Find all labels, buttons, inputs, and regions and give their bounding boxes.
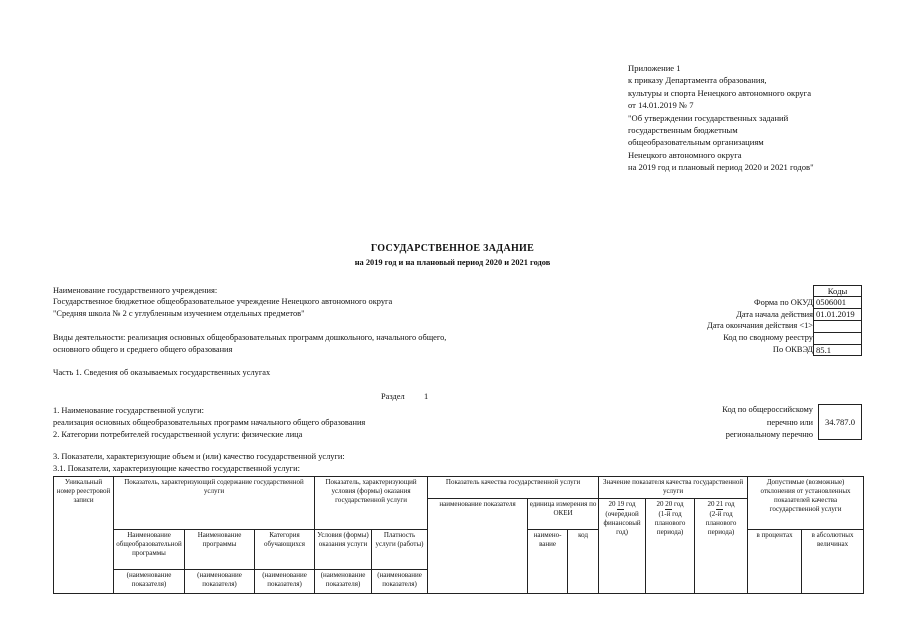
appendix-line: от 14.01.2019 № 7 bbox=[628, 100, 694, 111]
activities-line2: основного общего и среднего общего образования bbox=[53, 345, 233, 354]
part1-heading: Часть 1. Сведения об оказываемых государственных услугах bbox=[53, 368, 271, 377]
header-year-2: 20 20 год (1-й год планового периода) bbox=[646, 499, 695, 594]
appendix-line: общеобразовательным организациям bbox=[628, 137, 764, 148]
appendix-line: Приложение 1 bbox=[628, 63, 681, 73]
header-conditions-indicator: Показатель, характеризующий условия (формы) оказания государственной услуги bbox=[315, 477, 428, 530]
sub-absolute: в абсолютных величинах bbox=[802, 530, 864, 594]
appendix-line: государственным бюджетным bbox=[628, 125, 738, 136]
service-code-value: 34.787.0 bbox=[818, 404, 862, 440]
service-code-label-line3: региональному перечню bbox=[725, 430, 813, 439]
quality-heading: 3.1. Показатели, характеризующие качество государственной услуги: bbox=[53, 464, 300, 473]
year-3-desc: (2-й год планового периода) bbox=[705, 510, 737, 536]
appendix-line: Ненецкого автономного округа bbox=[628, 149, 742, 160]
document-subtitle: на 2019 год и на плановый период 2020 и 2021 годов bbox=[354, 258, 551, 267]
indicator-placeholder: (наименование показателя) bbox=[372, 570, 428, 594]
registry-code-label: Код по сводному реестру bbox=[723, 333, 813, 342]
quality-indicators-table bbox=[53, 476, 864, 594]
appendix-line: на 2019 год и плановый период 2020 и 2021 годов" bbox=[628, 162, 814, 173]
okved-value: 85.1 bbox=[813, 344, 862, 356]
sub-category: Категория обучающихся bbox=[255, 530, 315, 570]
year-3-value: 21 bbox=[716, 500, 724, 508]
header-allowed-deviation: Допустимые (возможные) отклонения от установленных показателей качества государственной услуги bbox=[748, 477, 864, 530]
header-year-3: 20 21 год (2-й год планового периода) bbox=[695, 499, 748, 594]
okud-label: Форма по ОКУД bbox=[754, 298, 813, 307]
appendix-line: культуры и спорта Ненецкого автономного округа bbox=[628, 87, 812, 98]
indicators-heading: 3. Показатели, характеризующие объем и (или) качество государственной услуги: bbox=[53, 452, 345, 461]
header-unique-number: Уникальный номер реестровой записи bbox=[54, 477, 114, 594]
service-name-value: реализация основных общеобразовательных программ начального общего образования bbox=[53, 418, 366, 427]
service-code-label-line1: Код по общероссийскому bbox=[722, 405, 813, 414]
okved-label: По ОКВЭД bbox=[772, 345, 813, 354]
year-1-value: 19 bbox=[617, 500, 625, 508]
indicator-placeholder: (наименование показателя) bbox=[255, 570, 315, 594]
appendix-line: к приказу Департамента образования, bbox=[628, 75, 767, 86]
year-1-desc: (очередной финансовый год) bbox=[603, 510, 641, 536]
header-indicator-name: наименование показателя bbox=[428, 499, 528, 594]
header-quality-values: Значение показателя качества государственной услуги bbox=[599, 477, 748, 499]
indicator-placeholder: (наименование показателя) bbox=[114, 570, 185, 594]
okud-value: 0506001 bbox=[813, 296, 862, 309]
sub-paid: Платность услуги (работы) bbox=[372, 530, 428, 570]
appendix-line: "Об утверждении государственных заданий bbox=[628, 112, 789, 123]
header-unit-okei: единица измерения по ОКЕИ bbox=[528, 499, 599, 530]
year-2-desc: (1-й год планового периода) bbox=[654, 510, 686, 536]
document-title: ГОСУДАРСТВЕННОЕ ЗАДАНИЕ bbox=[370, 243, 535, 254]
institution-name-line1: Государственное бюджетное общеобразовательное учреждение Ненецкого автономного округа bbox=[53, 297, 393, 306]
consumer-category: 2. Категории потребителей государственной услуги: физические лица bbox=[53, 430, 303, 439]
service-name-label: 1. Наименование государственной услуги: bbox=[53, 406, 204, 415]
sub-conditions: Условия (формы) оказания услуги bbox=[315, 530, 372, 570]
start-date-label: Дата начала действия bbox=[736, 310, 813, 319]
codes-header: Коды bbox=[813, 285, 862, 297]
service-code-label-line2: перечню или bbox=[766, 418, 813, 427]
year-2-value: 20 bbox=[665, 500, 673, 508]
header-year-1: 20 19 год (очередной финансовый год) bbox=[599, 499, 646, 594]
sub-unit-code: код bbox=[568, 530, 599, 594]
start-date-value: 01.01.2019 bbox=[813, 308, 862, 321]
section-number: 1 bbox=[424, 392, 429, 401]
sub-program: Наименование программы bbox=[185, 530, 255, 570]
institution-label: Наименование государственного учреждения: bbox=[53, 286, 218, 295]
appendix-block bbox=[628, 62, 814, 174]
sub-percent: в процентах bbox=[748, 530, 802, 594]
indicator-placeholder: (наименование показателя) bbox=[185, 570, 255, 594]
activities-line1: Виды деятельности: реализация основных общеобразовательных программ дошкольного, начального общего, bbox=[53, 333, 447, 342]
header-quality-indicator: Показатель качества государственной услуги bbox=[428, 477, 599, 499]
end-date-label: Дата окончания действия <1> bbox=[707, 321, 813, 330]
sub-program-name: Наименование общеобразовательной программы bbox=[114, 530, 185, 570]
indicator-placeholder: (наименование показателя) bbox=[315, 570, 372, 594]
sub-unit-name: наимено-вание bbox=[528, 530, 568, 594]
institution-name-line2: "Средняя школа № 2 с углубленным изучением отдельных предметов" bbox=[53, 309, 305, 318]
header-content-indicator: Показатель, характеризующий содержание государственной услуги bbox=[114, 477, 315, 530]
section-label: Раздел bbox=[381, 392, 405, 401]
